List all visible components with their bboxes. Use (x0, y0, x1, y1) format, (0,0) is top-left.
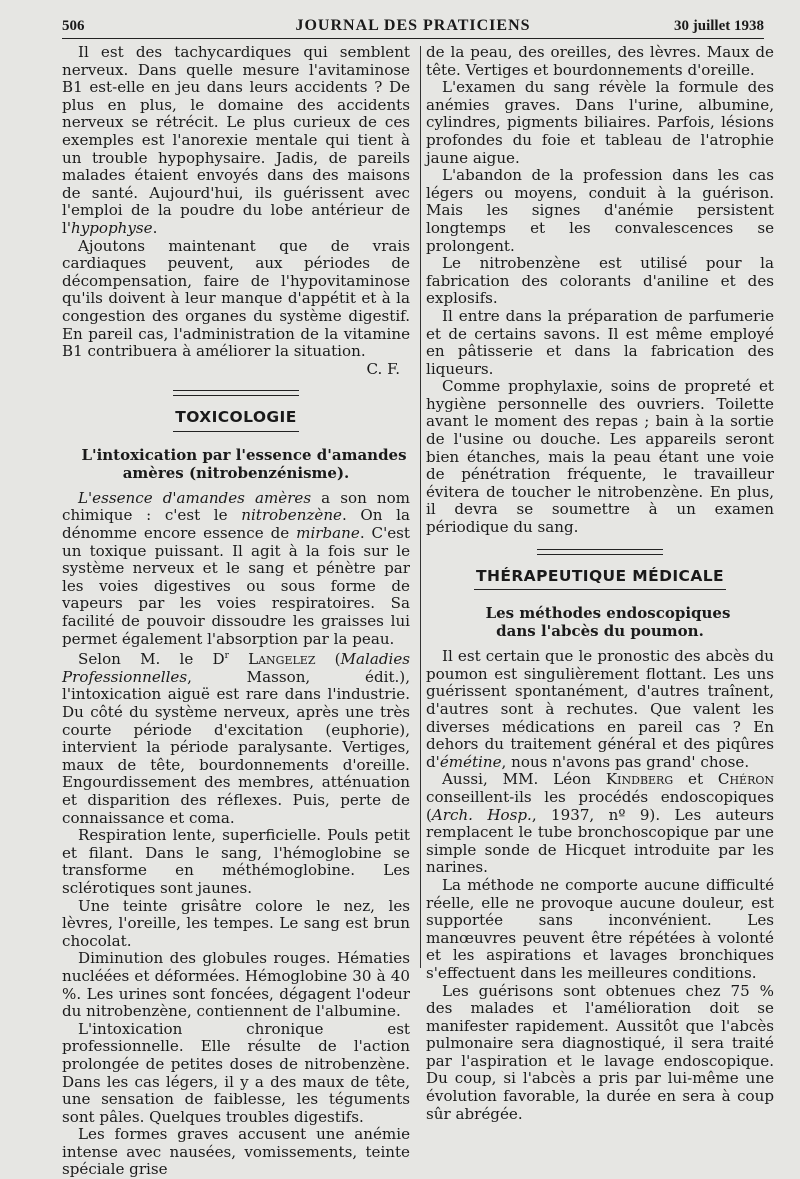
right-column (426, 44, 774, 1123)
section-heading-therapeutique: THÉRAPEUTIQUE MÉDICALE (426, 568, 774, 591)
paragraph: Comme prophylaxie, soins de propreté et hygiène personnelle des ouvriers. Toilette avant le moment des repas ; bain à la sortie de l'usine ou douche. Les appareils seront bien étanches, mais la peau étant une voie de pénétration fréquente, le travailleur évitera de toucher le nitrobenzène. En plus, il devra se soumettre à un examen périodique du sang. (426, 377, 774, 537)
section-separator (537, 549, 663, 555)
paragraph: L'intoxication chronique est professionnelle. Elle résulte de l'action prolongée de petites doses de nitrobenzène. Dans les cas légers, il y a des maux de tête, une sensation de faiblesse, les téguments sont pâles. Quelques troubles digestifs. (62, 1019, 410, 1126)
author-signature: C. F. (366, 359, 400, 378)
paragraph: L'examen du sang révèle la formule des anémies graves. Dans l'urine, albumine, cylindres, pigments biliaires. Parfois, lésions profondes du foie et tableau de l'atrophie jaune aigue. (426, 78, 774, 167)
paragraph: L'abandon de la profession dans les cas légers ou moyens, conduit à la guérison. Mais les signes d'anémie persistent longtemps et les convalescences se prolongent. (426, 166, 774, 255)
paragraph: Aussi, MM. Léon Kindberg et Chéron conseillent-ils les procédés endoscopiques (Arch. Hosp., 1937, nº 9). Les auteurs remplacent le tube bronchoscopique par une simple sonde de Hicquet introduite par les narines. (426, 770, 775, 877)
paragraph: Une teinte grisâtre colore le nez, les lèvres, l'oreille, les tempes. Le sang est brun chocolat. (62, 896, 410, 950)
paragraph: Il est des tachycardiques qui semblent nerveux. Dans quelle mesure l'avitaminose B1 est-elle en jeu dans leurs accidents ? De plus en plus, le domaine des accidents nerveux se rétrécit. Le plus curieux de ces exemples est l'anorexie mentale qui tient à un trouble hypophysaire. Jadis, de pareils malades étaient envoyés dans des maisons de santé. Aujourd'hui, ils guérissent avec l'emploi de la poudre du lobe antérieur de l'hypophyse. (62, 43, 410, 237)
section-separator (173, 390, 299, 396)
paragraph: L'essence d'amandes amères a son nom chimique : c'est le nitrobenzène. On la dénomme encore essence de mirbane. C'est un toxique puissant. Il agit à la fois sur le système nerveux et le sang et pénètre par les voies digestives ou sous forme de vapeurs par les voies respiratoires. Sa facilité de pouvoir dissoudre les graisses lui permet également l'absorption par la peau. (62, 488, 410, 648)
paragraph: Selon M. le $D^r$ Langelez (Maladies Professionnelles, Masson, édit.), l'intoxication aiguë est rare dans l'industrie. Du côté du système nerveux, après une très courte période d'excitation (euphorie), intervient la période paralysante. Vertiges, maux de tête, bourdonnements d'oreille. Engourdissement des membres, atténuation et disparition des réflexes. Puis, perte de connaissance et coma. (62, 650, 410, 827)
left-column (62, 44, 410, 1179)
running-header (62, 14, 764, 39)
paragraph: Les guérisons sont obtenues chez 75 % des malades et l'amélioration doit se manifester rapidement. Aussitôt que l'abcès pulmonaire sera diagnostiqué, il sera traité par l'aspiration et le lavage endoscopique. Du coup, si l'abcès a pris par lui-même une évolution favorable, la durée en sera à coup sûr abrégée. (426, 981, 774, 1123)
issue-date: 30 juillet 1938 (674, 18, 764, 34)
section-heading-toxicologie: TOXICOLOGIE (62, 409, 410, 432)
paragraph: Diminution des globules rouges. Hématies nucléées et déformées. Hémoglobine 30 à 40 %. Les urines sont foncées, dégagent l'odeur du nitrobenzène, contiennent de l'albumine. (62, 949, 410, 1021)
article-title: Les méthodes endoscopiques dans l'abcès du poumon. (485, 604, 731, 641)
paragraph: Il entre dans la préparation de parfumerie et de certains savons. Il est même employé en pâtisserie et dans la fabrication des liqueurs. (426, 306, 774, 378)
paragraph: Le nitrobenzène est utilisé pour la fabrication des colorants d'aniline et des explosifs. (426, 254, 774, 308)
paragraph: Respiration lente, superficielle. Pouls petit et filant. Dans le sang, l'hémoglobine se transforme en méthémoglobine. Les sclérotiques sont jaunes. (62, 826, 410, 897)
article-title: L'intoxication par l'essence d'amandes amères (nitrobenzénisme). (81, 445, 407, 482)
paragraph: de la peau, des oreilles, des lèvres. Maux de tête. Vertiges et bourdonnements d'oreille. (426, 43, 774, 79)
paragraph: Les formes graves accusent une anémie intense avec nausées, vomissements, teinte spéciale grise (62, 1125, 410, 1179)
paragraph: Ajoutons maintenant que de vrais cardiaques peuvent, aux périodes de décompensation, faire de l'hypovitaminose qu'ils doivent à leur manque d'appétit et à la congestion des organes du système digestif. En pareil cas, l'administration de la vitamine B1 contribuera à améliorer la situation. (62, 236, 410, 361)
column-divider (420, 46, 421, 968)
paragraph: La méthode ne comporte aucune difficulté réelle, elle ne provoque aucune douleur, est supportée sans inconvénient. Les manœuvres peuvent être répétées à volonté et les aspirations et lavages bronchiques s'effectuent dans les meilleures conditions. (426, 875, 774, 982)
page-number: 506 (62, 18, 85, 34)
journal-title: JOURNAL DES PRATICIENS (295, 17, 531, 34)
paragraph: Il est certain que le pronostic des abcès du poumon est singulièrement flottant. Les uns guérissent spontanément, d'autres traînent, d'autres sont à rechutes. Que valent les diverses médications en pareil cas ? En dehors du traitement général et des piqûres d'émétine, nous n'avons pas grand' chose. (426, 647, 774, 771)
